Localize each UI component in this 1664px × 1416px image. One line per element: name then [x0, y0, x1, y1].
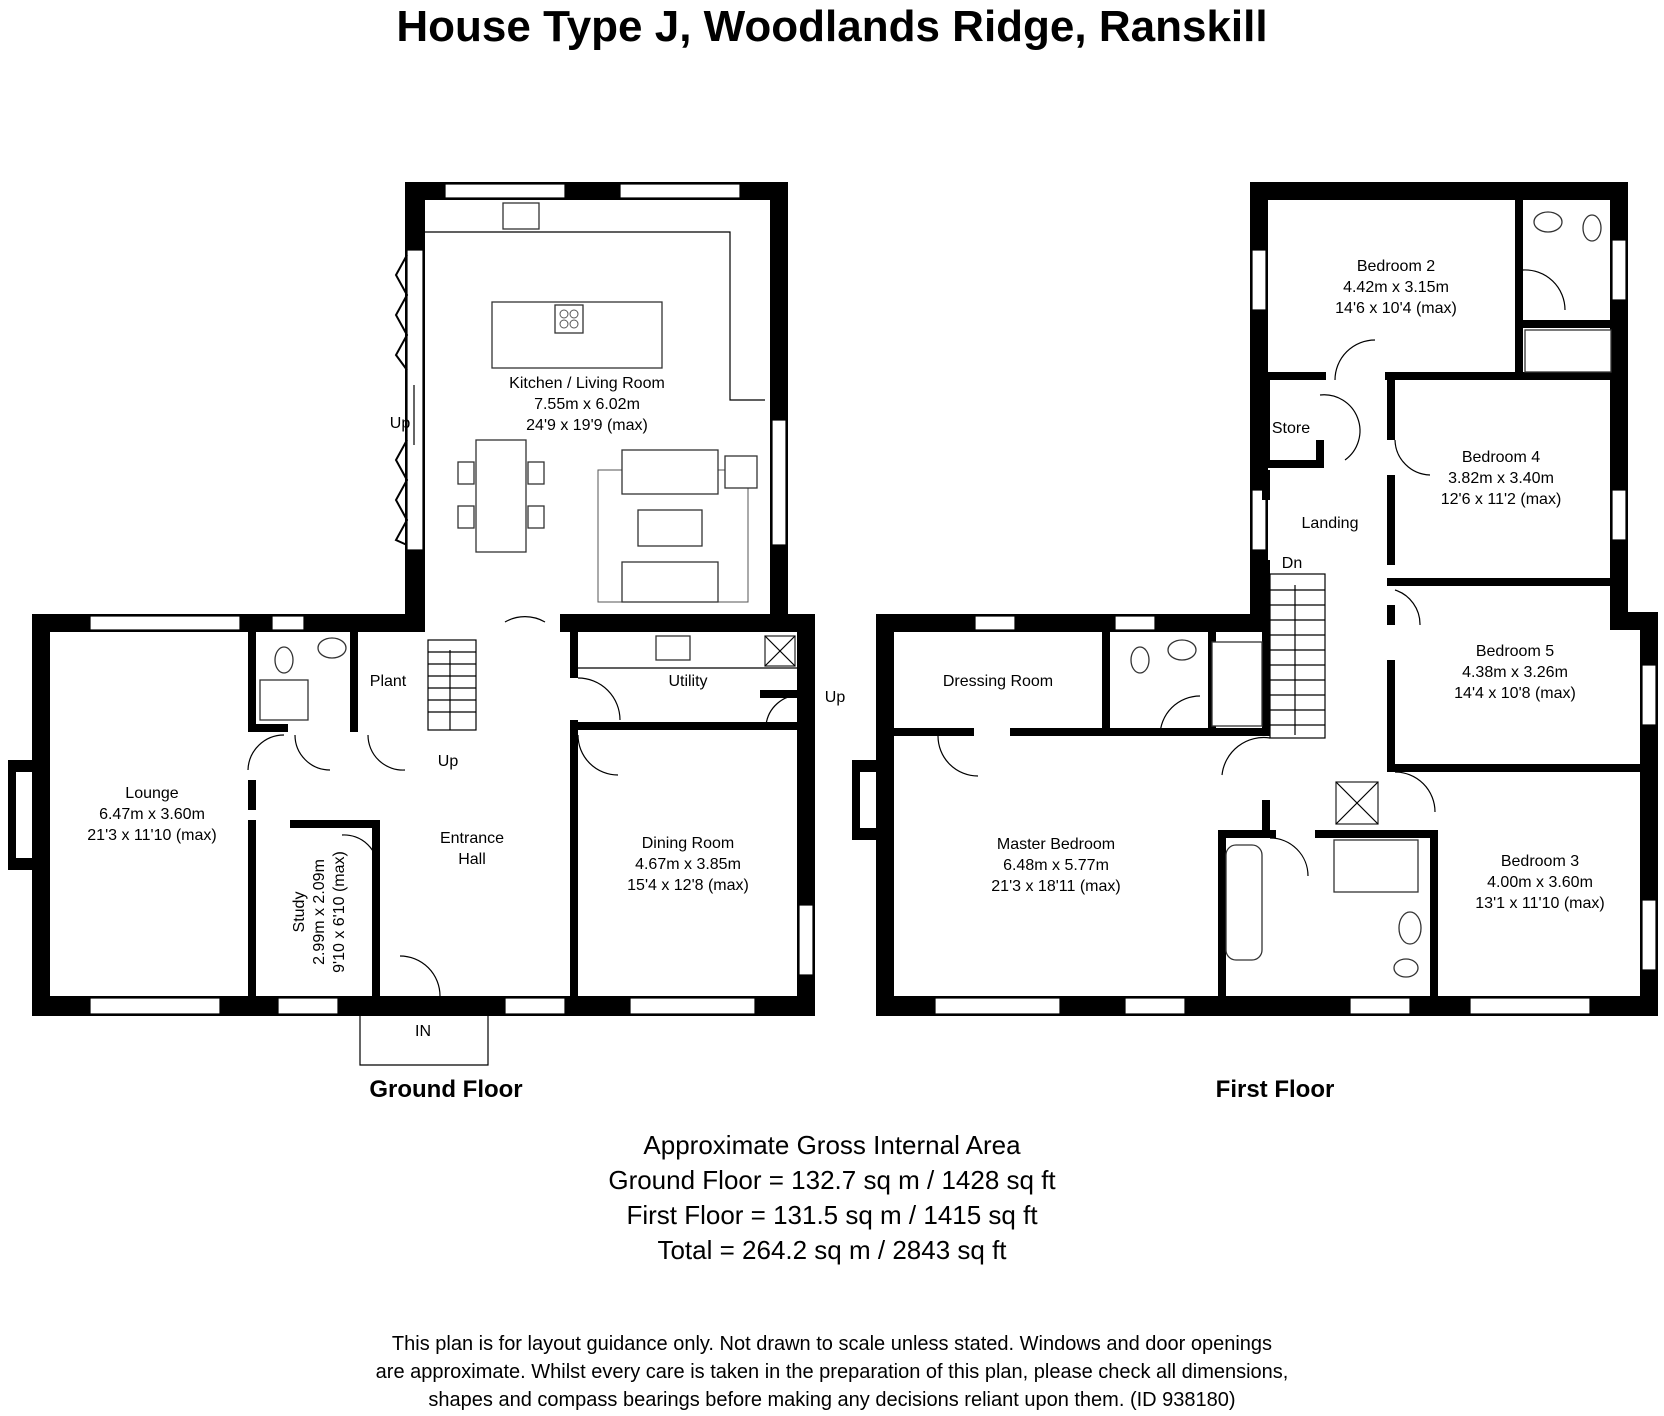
ground-stairs: [428, 640, 476, 730]
bath: [1226, 845, 1262, 960]
lounge-imperial: 21'3 x 11'10 (max): [87, 827, 217, 844]
dining-room-metric: 4.67m x 3.85m: [635, 856, 741, 873]
disclaimer-line: This plan is for layout guidance only. Not drawn to scale unless stated. Windows and door openings: [391, 1333, 1273, 1355]
wall: [1316, 440, 1324, 468]
basin: [318, 638, 346, 658]
wall: [1262, 372, 1326, 380]
first-floor-plan: [852, 182, 1658, 1103]
disclaimer-line: shapes and compass bearings before making any decisions reliant upon them. (ID 938180): [428, 1389, 1236, 1411]
wall: [876, 614, 1268, 632]
wall: [570, 632, 578, 678]
disclaimer: [0, 1330, 1664, 1414]
wall: [1522, 320, 1618, 328]
bedroom-4-imperial: 12'6 x 11'2 (max): [1440, 491, 1562, 508]
wall: [1218, 830, 1226, 1000]
hob: [555, 305, 583, 333]
bedroom-2-metric: 4.42m x 3.15m: [1343, 279, 1449, 296]
toilet: [1583, 215, 1601, 241]
coffee-table: [638, 510, 702, 546]
toilet: [1131, 647, 1149, 673]
toilet: [275, 647, 293, 673]
master-bedroom-imperial: 21'3 x 18'11 (max): [991, 878, 1121, 895]
wall: [1102, 632, 1110, 736]
wall: [1385, 372, 1625, 380]
shower: [1212, 642, 1262, 726]
kitchen-living-metric: 7.55m x 6.02m: [534, 396, 640, 413]
up-label: Up: [437, 753, 459, 770]
wall: [1262, 800, 1270, 830]
bedroom-5-imperial: 14'4 x 10'8 (max): [1454, 685, 1576, 702]
wall: [560, 614, 815, 632]
wall: [1180, 728, 1270, 736]
page-title: House Type J, Woodlands Ridge, Ranskill: [396, 2, 1268, 51]
wall: [248, 780, 256, 810]
wall: [570, 722, 800, 730]
wall: [1315, 830, 1438, 838]
wall: [570, 720, 578, 996]
first-floor-label: First Floor: [1215, 1076, 1335, 1103]
basin: [1399, 912, 1421, 944]
wall: [1250, 182, 1626, 200]
down-label: Dn: [1281, 555, 1303, 572]
entrance-hall-label: Entrance: [439, 830, 505, 847]
wall: [248, 820, 256, 996]
area-summary: [0, 1128, 1664, 1268]
ground-floor-plan: [8, 182, 845, 1103]
wall: [1515, 200, 1523, 376]
dining-table: [476, 440, 526, 552]
shower: [1334, 840, 1418, 892]
wall: [1387, 660, 1395, 770]
wall: [1387, 578, 1627, 586]
bedroom-5-label: Bedroom 5: [1475, 643, 1555, 660]
dining-room-imperial: 15'4 x 12'8 (max): [627, 877, 749, 894]
landing-label: Landing: [1301, 515, 1359, 532]
wall: [350, 632, 358, 732]
wall: [1262, 460, 1320, 468]
area-total: Total = 264.2 sq m / 2843 sq ft: [657, 1235, 1007, 1265]
bedroom-5-metric: 4.38m x 3.26m: [1462, 664, 1568, 681]
bedroom-4-label: Bedroom 4: [1461, 449, 1541, 466]
bedroom-3-metric: 4.00m x 3.60m: [1487, 874, 1593, 891]
utility-label: Utility: [668, 673, 708, 690]
bedroom-2-label: Bedroom 2: [1356, 258, 1436, 275]
wall: [770, 182, 788, 622]
wall: [1387, 380, 1395, 440]
wall: [1262, 560, 1270, 732]
wall: [248, 724, 288, 732]
kitchen-living-label: Kitchen / Living Room: [509, 375, 665, 392]
utility-sink: [656, 636, 690, 660]
wall: [1430, 830, 1438, 1000]
bedroom-3-imperial: 13'1 x 11'10 (max): [1475, 895, 1605, 912]
side-table: [725, 456, 757, 488]
dressing-room-label: Dressing Room: [942, 673, 1054, 690]
chimney-breast: [16, 772, 32, 858]
disclaimer-line: are approximate. Whilst every care is taken in the preparation of this plan, please check all dimensions,: [375, 1361, 1289, 1383]
wall: [1262, 470, 1270, 500]
wall: [760, 690, 800, 698]
wall: [1262, 372, 1270, 462]
sofa: [622, 562, 718, 602]
study-metric: 2.99m x 2.09m: [311, 859, 328, 965]
lounge-metric: 6.47m x 3.60m: [99, 806, 205, 823]
wall: [372, 820, 380, 996]
wall: [1387, 605, 1395, 625]
lounge-label: Lounge: [125, 785, 179, 802]
kitchen-sink: [503, 203, 539, 229]
plant-label: Plant: [369, 673, 407, 690]
entry-label: IN: [415, 1023, 431, 1040]
ground-floor-label: Ground Floor: [369, 1076, 523, 1103]
master-bedroom-label: Master Bedroom: [996, 836, 1116, 853]
bedroom-2-imperial: 14'6 x 10'4 (max): [1335, 300, 1457, 317]
wall: [1010, 728, 1185, 736]
wall: [894, 728, 974, 736]
area-ground: Ground Floor = 132.7 sq m / 1428 sq ft: [608, 1165, 1056, 1195]
wall: [1218, 830, 1276, 838]
shower: [1525, 330, 1611, 372]
study-imperial: 9'10 x 6'10 (max): [331, 851, 348, 973]
bedroom-4-metric: 3.82m x 3.40m: [1448, 470, 1554, 487]
store-label: Store: [1271, 420, 1311, 437]
wall: [1387, 764, 1647, 772]
cloak-unit: [260, 680, 308, 720]
dining-room-label: Dining Room: [641, 835, 735, 852]
wall: [248, 632, 256, 732]
study-label: Study: [291, 891, 308, 933]
wall: [290, 820, 380, 828]
up-label: Up: [389, 415, 411, 432]
toilet: [1394, 959, 1418, 977]
entrance-hall-label: Hall: [458, 851, 486, 868]
basin: [1534, 212, 1562, 232]
area-heading: Approximate Gross Internal Area: [643, 1130, 1021, 1160]
kitchen-living-imperial: 24'9 x 19'9 (max): [526, 417, 648, 434]
up-label: Up: [824, 689, 846, 706]
wall: [1387, 475, 1395, 565]
bedroom-3-label: Bedroom 3: [1500, 853, 1580, 870]
area-first: First Floor = 131.5 sq m / 1415 sq ft: [626, 1200, 1038, 1230]
basin: [1168, 640, 1196, 660]
master-bedroom-metric: 6.48m x 5.77m: [1003, 857, 1109, 874]
sofa: [622, 450, 718, 494]
first-floor-stairs: [1270, 574, 1325, 738]
